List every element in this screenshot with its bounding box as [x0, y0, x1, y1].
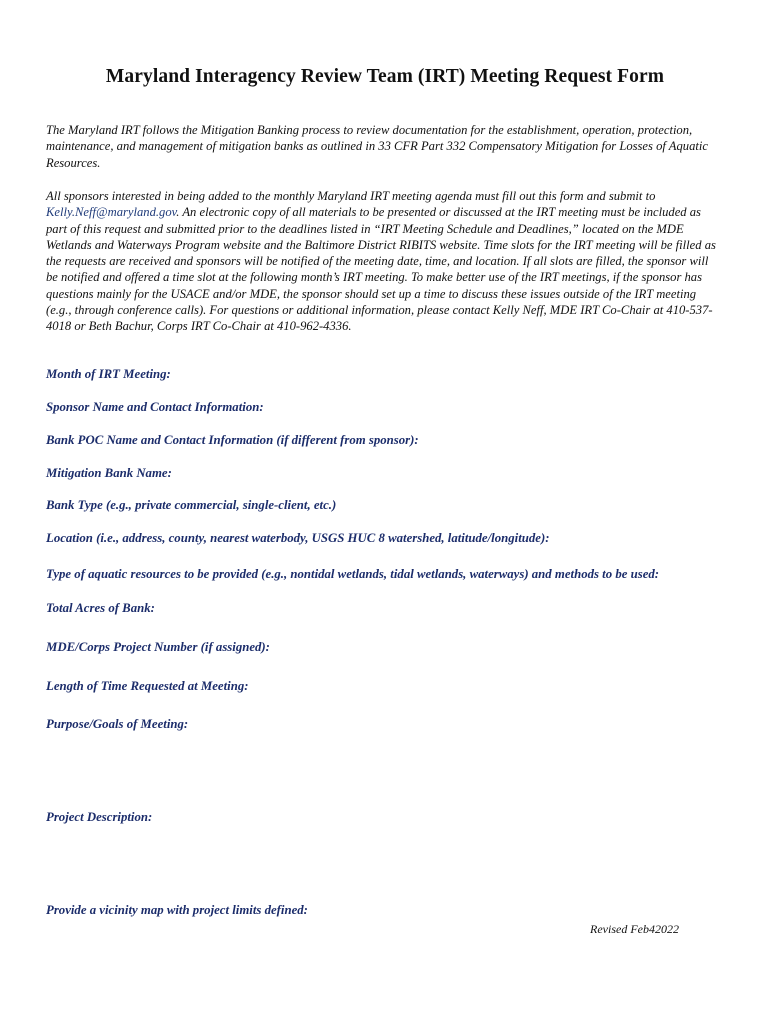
field-vicinity-map: Provide a vicinity map with project limits defined:: [46, 903, 308, 917]
instructions-lead: All sponsors interested in being added to the monthly Maryland IRT meeting agenda must fill out this form and submit to: [46, 189, 656, 203]
instructions-body: . An electronic copy of all materials to be presented or discussed at the IRT meeting must be included as part of this request and submitted prior to the deadlines listed in “IRT Meeting Schedule and Deadlines,” located on the MDE Wetlands and Waterways Program website and the Baltimore District RIBITS website. Time slots for the IRT meeting will be filled as the requests are received and sponsors will be notified of the meeting date, time, and location. If all slots are filled, the sponsor will be notified and offered a time slot at the following month’s IRT meeting. To make better use of the IRT meetings, if the sponsor has questions mainly for the USACE and/or MDE, the sponsor should set up a time to discuss these issues outside of the IRT meeting (e.g., through conference calls). For questions or additional information, please contact Kelly Neff, MDE IRT Co-Chair at 410-537-4018 or Beth Bachur, Corps IRT Co-Chair at 410-962-4336.: [46, 205, 716, 334]
instructions-paragraph: [46, 188, 722, 335]
field-project-description: Project Description:: [46, 810, 153, 824]
field-sponsor-name: Sponsor Name and Contact Information:: [46, 400, 264, 414]
field-bank-type: Bank Type (e.g., private commercial, single-client, etc.): [46, 498, 337, 512]
revision-note: Revised Feb42022: [590, 922, 679, 936]
field-project-number: MDE/Corps Project Number (if assigned):: [46, 640, 270, 654]
field-time-requested: Length of Time Requested at Meeting:: [46, 679, 249, 693]
field-month-of-meeting: Month of IRT Meeting:: [46, 367, 171, 381]
intro-paragraph: The Maryland IRT follows the Mitigation Banking process to review documentation for the establishment, operation, protection, maintenance, and management of mitigation banks as outlined in 33 CFR Part 332 Compensatory Mitigation for Losses of Aquatic Resources.: [46, 123, 708, 170]
field-location: Location (i.e., address, county, nearest waterbody, USGS HUC 8 watershed, latitude/longitude):: [46, 531, 550, 545]
field-purpose-goals: Purpose/Goals of Meeting:: [46, 717, 189, 731]
field-total-acres: Total Acres of Bank:: [46, 601, 155, 615]
field-bank-name: Mitigation Bank Name:: [46, 466, 172, 480]
field-aquatic-resources: Type of aquatic resources to be provided (e.g., nontidal wetlands, tidal wetlands, waterways) and methods to be used:: [46, 567, 660, 581]
field-bank-poc: Bank POC Name and Contact Information (if different from sponsor):: [46, 433, 419, 447]
form-title: Maryland Interagency Review Team (IRT) Meeting Request Form: [105, 66, 665, 87]
email-link[interactable]: Kelly.Neff@maryland.gov: [46, 205, 177, 220]
